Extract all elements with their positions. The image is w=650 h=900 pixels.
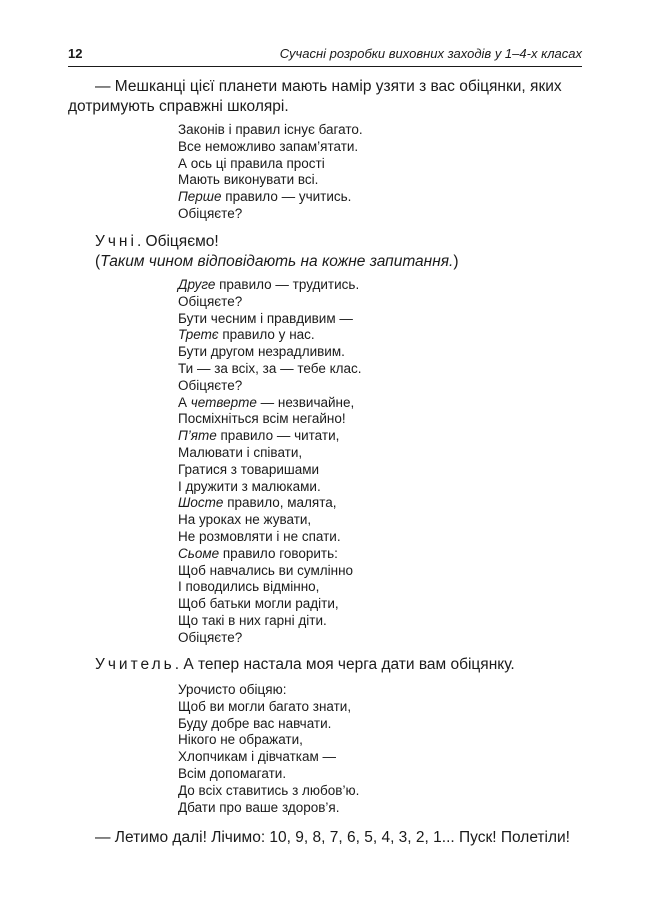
verse-rules-intro	[178, 122, 363, 223]
rule-word: Шосте	[178, 495, 224, 511]
verse-text: правило — учитись.	[221, 189, 352, 205]
verse-line: І дружити з малюками.	[178, 478, 321, 494]
speaker-teacher: Учитель	[95, 656, 175, 673]
stage-note-text: Таким чином відповідають на кожне запитання.	[100, 253, 454, 270]
rule-word: Друге	[178, 277, 216, 292]
verse-line-rule-3	[178, 327, 362, 344]
verse-line-rule-1	[178, 189, 363, 206]
verse-line: Все неможливо запам’ятати.	[178, 138, 359, 154]
pupils-reply-text: . Обіцяємо!	[136, 233, 219, 250]
verse-line: Щоб батьки могли радіти,	[178, 596, 339, 612]
teacher-line-text: . А тепер настала моя черга дати вам обіцянку.	[174, 656, 515, 673]
rule-word: П’яте	[178, 428, 217, 444]
verse-line: Дбати про ваше здоров’я.	[178, 799, 340, 815]
verse-line: Бути чесним і правдивим —	[178, 310, 353, 326]
verse-line: Щоб ви могли багато знати,	[178, 698, 352, 714]
verse-line: Гратися з товаришами	[178, 461, 320, 477]
verse-line: Обіцяєте?	[178, 377, 243, 393]
verse-line: І поводились відмінно,	[178, 579, 320, 595]
verse-teacher-promise	[178, 682, 359, 816]
speaker-pupils: Учні	[95, 233, 137, 250]
verse-text: правило — трудитись.	[215, 277, 360, 292]
rule-word: Сьоме	[178, 545, 220, 561]
rule-word: Перше	[178, 189, 222, 205]
verse-line: Хлопчикам і дівчаткам —	[178, 749, 337, 765]
verse-line: На уроках не жувати,	[178, 512, 312, 528]
verse-line-rule-4	[178, 395, 362, 412]
verse-text: правило — читати,	[216, 428, 340, 444]
verse-line-rule-6	[178, 495, 362, 512]
verse-line: Урочисто обіцяю:	[178, 682, 287, 697]
verse-line: Що такі в них гарні діти.	[178, 612, 327, 628]
verse-line: Не розмовляти і не спати.	[178, 528, 341, 544]
verse-rules	[178, 277, 362, 647]
paren-open: (	[95, 253, 101, 270]
verse-line: Буду добре вас навчати.	[178, 715, 332, 731]
verse-line-rule-2	[178, 277, 362, 294]
verse-line: Всім допомагати.	[178, 765, 287, 781]
teacher-line	[95, 655, 515, 675]
verse-line: Законів і правил існує багато.	[178, 122, 363, 137]
page-header	[68, 44, 582, 67]
page-number: 12	[68, 46, 83, 61]
verse-text: правило у нас.	[218, 327, 315, 343]
pupils-reply	[95, 232, 219, 252]
outro-paragraph: — Летимо далі! Лічимо: 10, 9, 8, 7, 6, 5, 4, 3, 2, 1... Пуск! Полетіли!	[95, 829, 570, 846]
verse-line: Ти — за всіх, за — тебе клас.	[178, 360, 362, 376]
verse-line-rule-5	[178, 428, 362, 445]
verse-line: Бути другом незрадливим.	[178, 344, 345, 360]
verse-text: правило, малята,	[223, 495, 337, 511]
running-title: Сучасні розробки виховних заходів у 1–4-х класах	[279, 46, 582, 61]
verse-line: Обіцяєте?	[178, 629, 243, 645]
paren-close: )	[453, 253, 459, 270]
verse-line: До всіх ставитись з любов’ю.	[178, 782, 360, 798]
verse-line: Малювати і співати,	[178, 444, 303, 460]
stage-note	[95, 252, 459, 272]
verse-line: Щоб навчались ви сумлінно	[178, 562, 354, 578]
verse-text: А	[178, 394, 191, 410]
verse-text: правило говорить:	[219, 545, 338, 561]
verse-line: Посміхніться всім негайно!	[178, 411, 346, 427]
verse-text: — незвичайне,	[256, 394, 355, 410]
verse-line: А ось ці правила прості	[178, 155, 325, 171]
verse-line-rule-7	[178, 546, 362, 563]
intro-paragraph: — Мешканці цієї планети мають намір узяти з вас обіцянки, яких дотримують справжні школярі.	[68, 78, 562, 115]
verse-line: Нікого не ображати,	[178, 732, 303, 748]
verse-line-ask: Обіцяєте?	[178, 205, 243, 221]
verse-line: Мають виконувати всі.	[178, 172, 319, 188]
rule-word: четверте	[190, 394, 257, 410]
rule-word: Третє	[178, 327, 219, 343]
verse-line: Обіцяєте?	[178, 293, 243, 309]
